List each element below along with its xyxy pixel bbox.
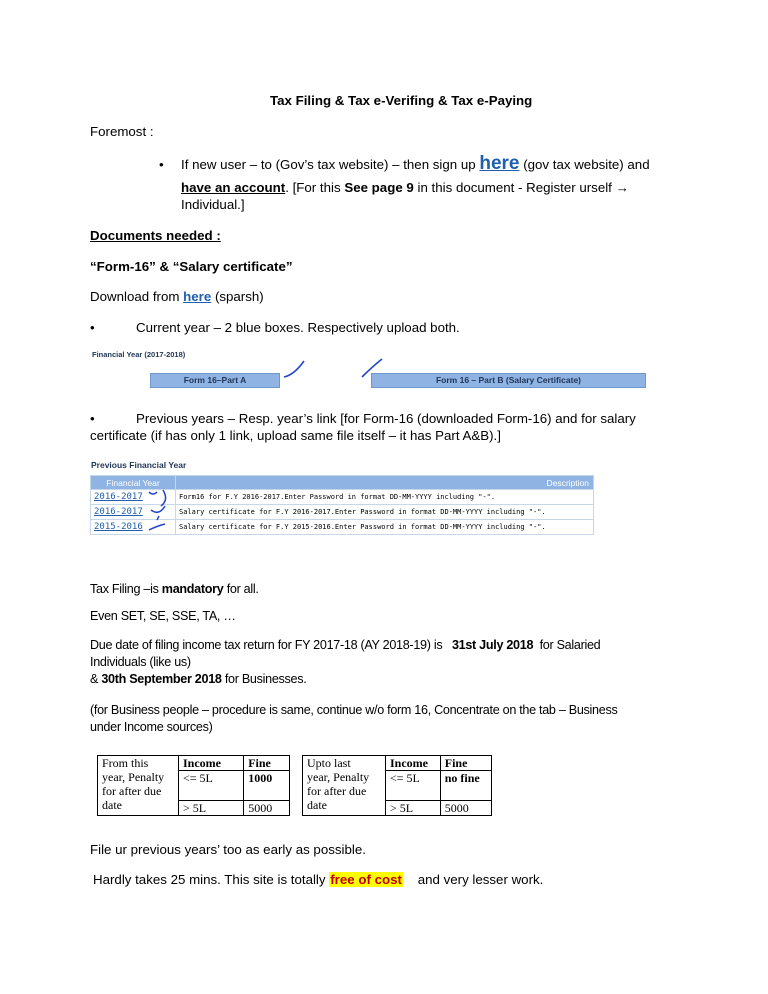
desc-line: year, Penalty (307, 770, 370, 784)
scribble-2 (151, 506, 165, 520)
account-line (181, 180, 629, 196)
amp-text: & (90, 672, 99, 686)
download-text: Download from (90, 289, 180, 304)
bullet-previous-line2: certificate (if has only 1 link, upload same file itself – it has Part A&B).] (90, 428, 501, 443)
row-description: Form16 for F.Y 2016-2017.Enter Password in format DD-MM-YYYY including "-". (176, 490, 594, 505)
prev-fy-title: Previous Financial Year (91, 460, 187, 470)
file-early-text: File ur previous years’ too as early as possible. (90, 842, 366, 857)
checkmark-2 (362, 359, 382, 377)
documents-heading: Documents needed : (90, 228, 221, 243)
sparsh-link[interactable]: here (183, 289, 212, 304)
mandatory-text: mandatory (161, 582, 224, 596)
income-header: Income (386, 756, 441, 771)
tax-filing-text: Tax Filing –is (90, 582, 159, 596)
fine-cell: no fine (440, 771, 491, 801)
table-scribbles (145, 486, 185, 536)
year-link[interactable]: 2016-2017 (91, 505, 176, 520)
register-text: in this document - Register urself (417, 180, 612, 195)
free-of-cost-highlight: free of cost (330, 872, 402, 887)
businesses-text: for Businesses. (224, 672, 307, 686)
business-line-2: under Income sources) (90, 720, 213, 734)
desc-line: for after due (307, 784, 367, 798)
tax-filing-line (90, 582, 259, 597)
bullet-dot: • (159, 157, 164, 172)
fine-header: Fine (244, 756, 290, 771)
desc-line: From this (102, 756, 149, 770)
individual-text: Individual.] (181, 197, 245, 212)
income-cell: > 5L (179, 801, 244, 816)
checkmark-scribbles (280, 355, 400, 385)
signup-text-2: (gov tax website) and (523, 157, 650, 172)
desc-line: date (102, 798, 122, 812)
arrow-right-icon: → (615, 180, 629, 195)
sparsh-text: (sparsh) (214, 289, 264, 304)
due-line-1 (90, 638, 600, 653)
scribble-3 (149, 524, 165, 530)
col-financial-year: Financial Year (91, 476, 176, 490)
form16-part-a-button[interactable]: Form 16–Part A (150, 373, 280, 388)
fine-header: Fine (440, 756, 491, 771)
see-page-text: See page 9 (344, 180, 414, 195)
checkmark-1 (284, 361, 304, 377)
fine-desc-cell (303, 756, 386, 816)
download-line (90, 289, 264, 305)
have-account-text: have an account (181, 180, 286, 195)
bullet-current-mark: • (90, 320, 95, 335)
desc-line: date (307, 798, 327, 812)
due-line-2: Individuals (like us) (90, 655, 191, 669)
income-header: Income (179, 756, 244, 771)
income-cell: <= 5L (386, 771, 441, 801)
form16-part-b-button[interactable]: Form 16 – Part B (Salary Certificate) (371, 373, 646, 388)
september-date: 30th September 2018 (101, 672, 222, 686)
page-title: Tax Filing & Tax e-Verifing & Tax e-Paying (270, 93, 533, 108)
due-line-3 (90, 672, 306, 687)
for-this-text: . [For this (285, 180, 341, 195)
hardly-text: Hardly takes 25 mins. This site is totally (93, 872, 326, 887)
desc-line: year, Penalty (102, 770, 165, 784)
july-date: 31st July 2018 (451, 638, 534, 652)
fine-cell: 1000 (244, 771, 290, 801)
row-description: Salary certificate for F.Y 2015-2016.Enter Password in format DD-MM-YYYY including "-". (176, 520, 594, 535)
business-line-1: (for Business people – procedure is same, continue w/o form 16, Concentrate on the tab – Business (90, 703, 618, 717)
signup-line (181, 154, 650, 174)
signup-text: If new user – to (Gov’s tax website) – then sign up (181, 157, 476, 172)
foremost-label: Foremost : (90, 124, 154, 139)
gov-site-link[interactable]: here (479, 153, 520, 174)
salaried-text: for Salaried (539, 638, 601, 652)
desc-line: for after due (102, 784, 162, 798)
even-line: Even SET, SE, SSE, TA, … (90, 609, 236, 623)
fine-cell: 5000 (440, 801, 491, 816)
year-link[interactable]: 2015-2016 (91, 520, 176, 535)
fine-table-previous (302, 755, 492, 816)
income-cell: <= 5L (179, 771, 244, 801)
row-description: Salary certificate for F.Y 2016-2017.Enter Password in format DD-MM-YYYY including "-". (176, 505, 594, 520)
col-description: Description (176, 476, 594, 490)
year-link[interactable]: 2016-2017 (91, 490, 176, 505)
desc-line: Upto last (307, 756, 351, 770)
due-text: Due date of filing income tax return for FY 2017-18 (AY 2018-19) is (90, 638, 443, 652)
fine-desc-cell (98, 756, 179, 816)
bullet-previous-line1: Previous years – Resp. year’s link [for Form-16 (downloaded Form-16) and for salary (136, 411, 636, 426)
bullet-current-text: Current year – 2 blue boxes. Respectively upload both. (136, 320, 460, 335)
fine-table-current (97, 755, 290, 816)
lesser-work-text: and very lesser work. (417, 872, 544, 887)
fy-label: Financial Year (2017-2018) (92, 350, 186, 359)
scribble-1 (149, 490, 166, 506)
fine-cell: 5000 (244, 801, 290, 816)
forms-heading: “Form-16” & “Salary certificate” (90, 259, 293, 274)
bullet-previous-mark: • (90, 411, 95, 426)
hardly-line (93, 872, 543, 888)
income-cell: > 5L (386, 801, 441, 816)
for-all-text: for all. (226, 582, 259, 596)
